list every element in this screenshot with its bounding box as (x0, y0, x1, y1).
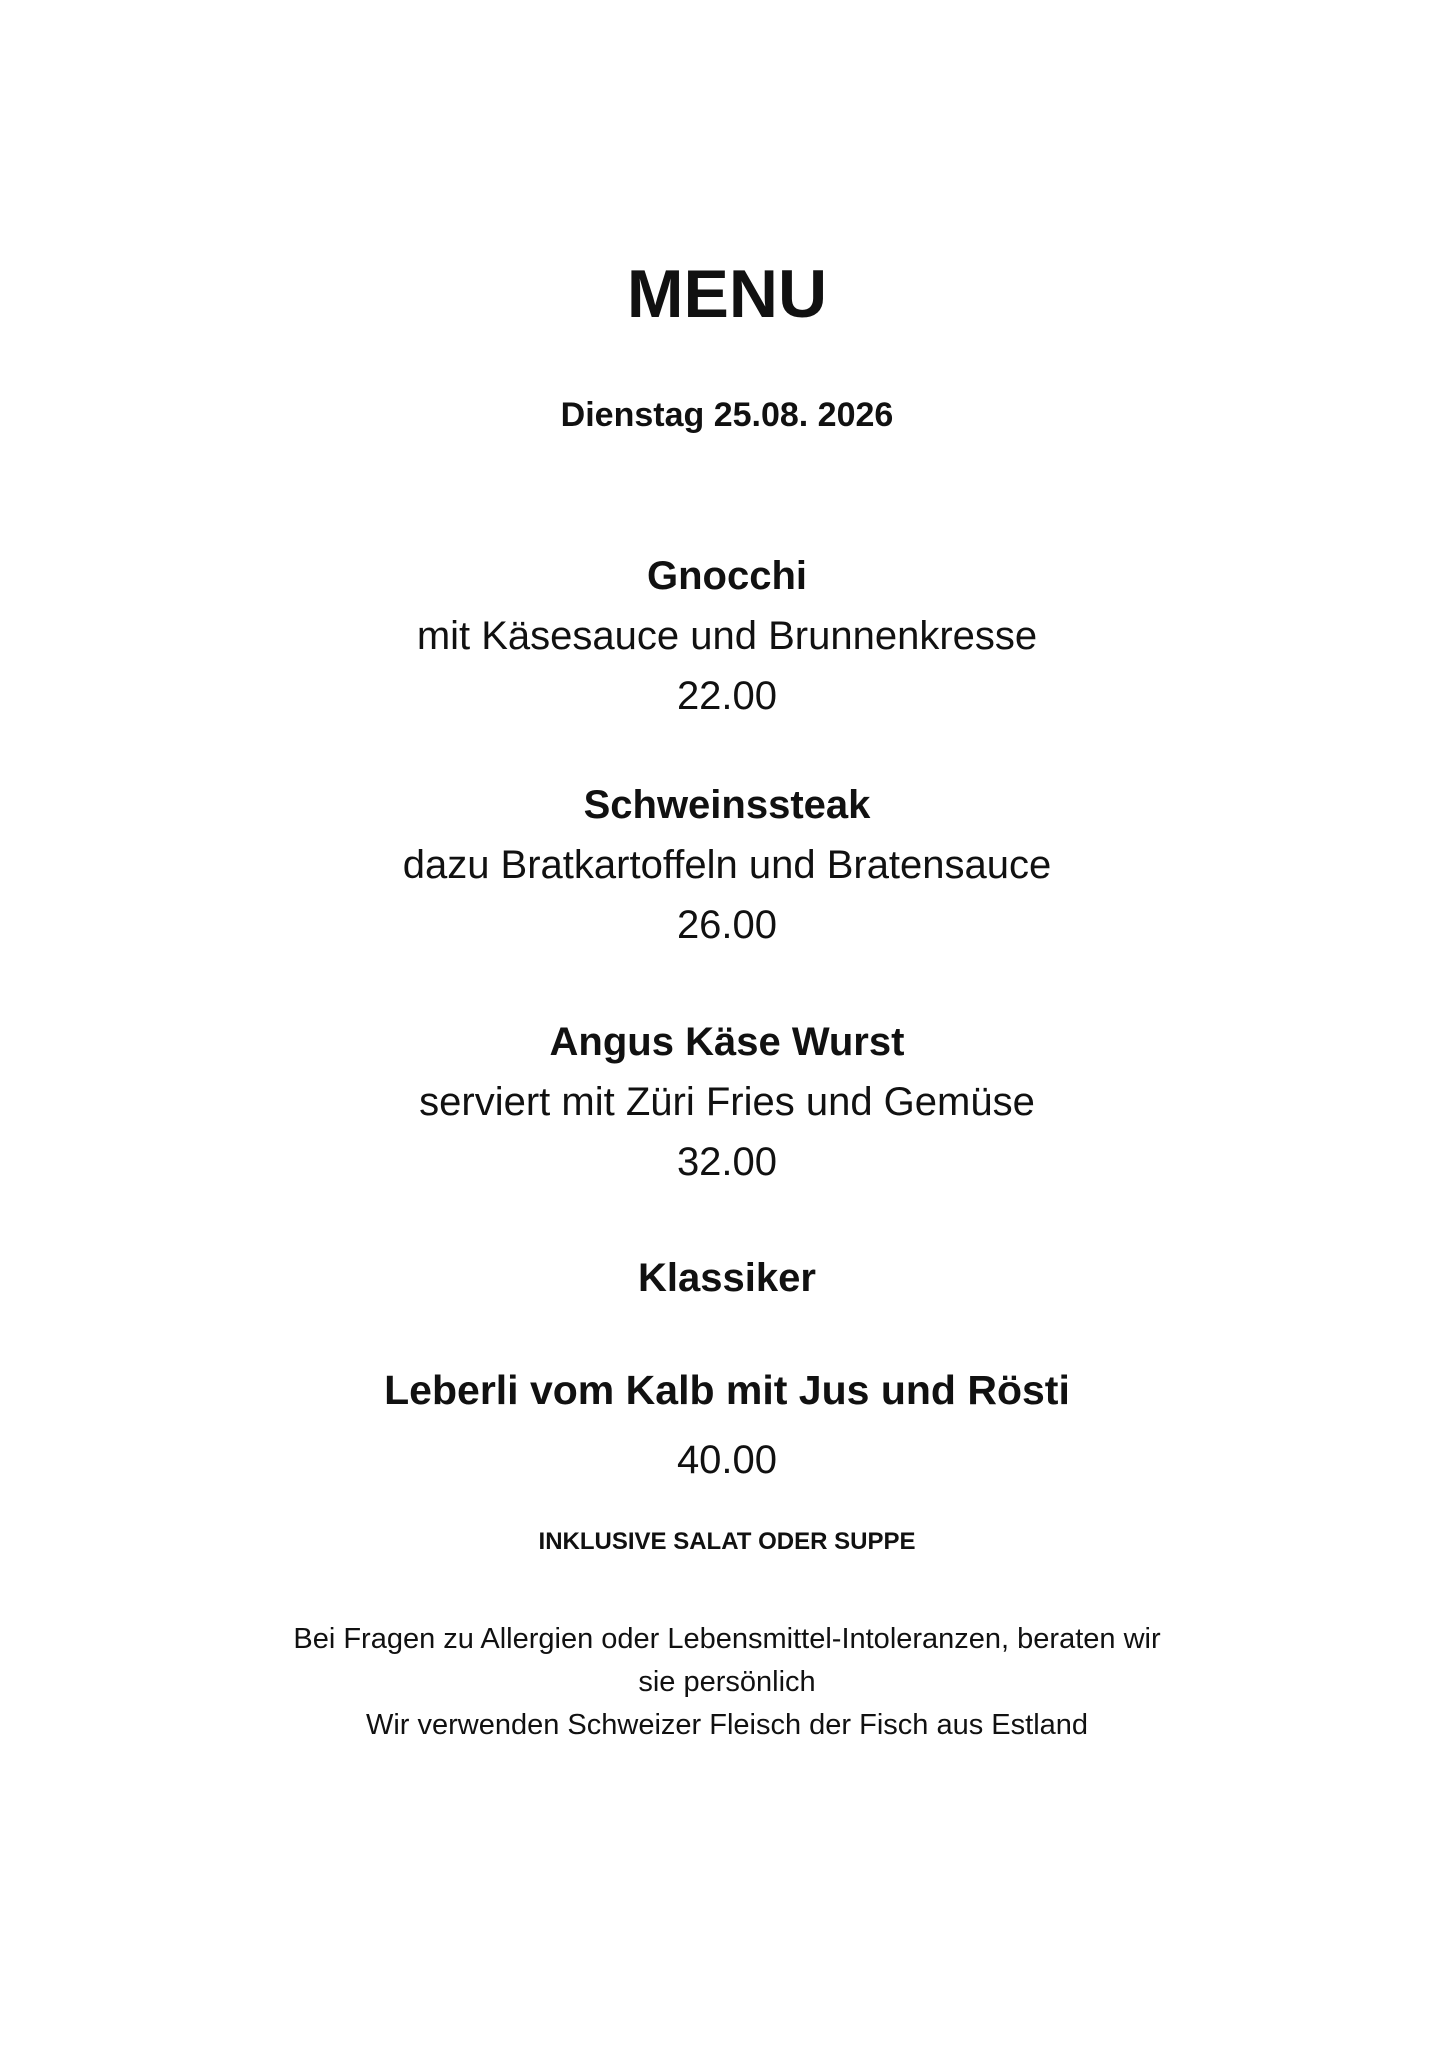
dish-price: 22.00 (676, 674, 778, 718)
dish-name: Angus Käse Wurst (549, 1020, 905, 1064)
inclusive-note: INKLUSIVE SALAT ODER SUPPE (538, 1528, 916, 1555)
dish-name: Leberli vom Kalb mit Jus und Rösti (384, 1367, 1070, 1413)
dish-price: 26.00 (676, 903, 778, 947)
note-line: Bei Fragen zu Allergien oder Lebensmittel-Intoleranzen, beraten wir (293, 1623, 1161, 1655)
dish-price: 40.00 (676, 1438, 778, 1482)
dish-name: Schweinssteak (583, 783, 871, 827)
note-line: sie persönlich (638, 1666, 816, 1698)
section-heading: Klassiker (638, 1256, 816, 1300)
dish-description: mit Käsesauce und Brunnenkresse (416, 614, 1038, 658)
dish-description: serviert mit Züri Fries und Gemüse (419, 1080, 1035, 1124)
menu-date: Dienstag 25.08. 2026 (560, 396, 894, 434)
dish-description: dazu Bratkartoffeln und Bratensauce (402, 843, 1052, 887)
note-line: Wir verwenden Schweizer Fleisch der Fisch aus Estland (365, 1709, 1089, 1741)
dish-price: 32.00 (676, 1140, 778, 1184)
dish-name: Gnocchi (646, 554, 808, 598)
menu-title: MENU (626, 256, 828, 332)
